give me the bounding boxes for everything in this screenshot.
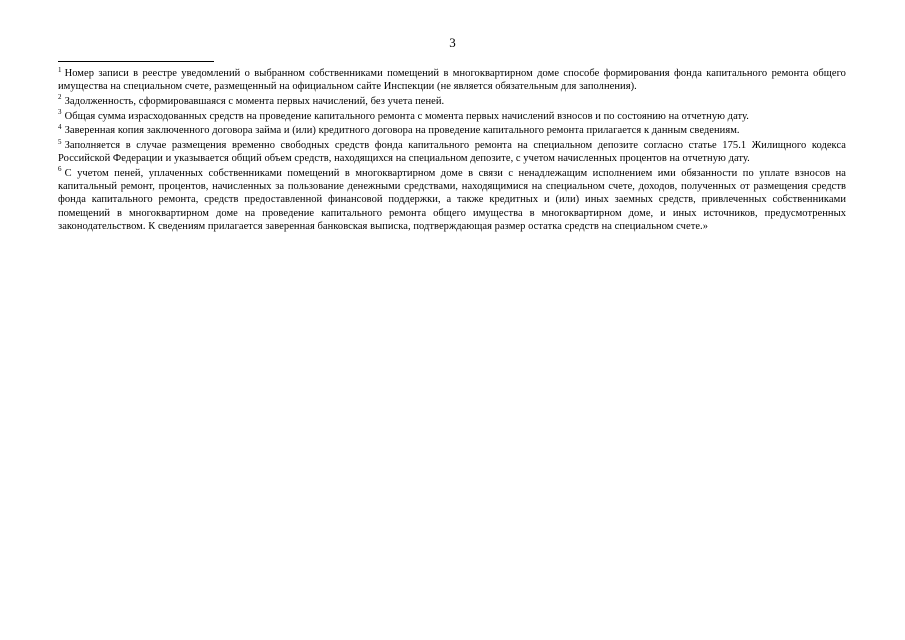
footnote-marker: 5: [58, 137, 62, 146]
footnote-marker: 3: [58, 108, 62, 117]
footnote-text: Заверенная копия заключенного договора займа и (или) кредитного договора на проведение капитального ремонта прилагается к данным сведениям.: [64, 125, 740, 137]
footnote-separator: [58, 61, 214, 62]
footnote-1: [58, 67, 846, 93]
footnote-5: [58, 139, 846, 165]
footnote-marker: 1: [58, 65, 62, 74]
footnote-2: [58, 95, 846, 108]
footnote-marker: 6: [58, 165, 62, 174]
footnote-text: Задолженность, сформировавшаяся с момента первых начислений, без учета пеней.: [64, 95, 445, 107]
footnote-marker: 2: [58, 93, 62, 102]
footnotes-section: [58, 67, 846, 234]
footnote-marker: 4: [58, 122, 62, 131]
footnote-3: [58, 110, 846, 123]
footnote-text: С учетом пеней, уплаченных собственниками помещений в многоквартирном доме в связи с ненадлежащим исполнением ими обязанности по уплате взносов на капитальный ремонт, процентов, начисленных за пользование денежными средствами, находящимися на специальном счете, доходов, полученных от размещения средств фонда капитального ремонта, средств предоставленной финансовой поддержки, а также кредитных и (или) иных заемных средств, привлеченных собственниками помещений в многоквартирном доме на проведение капитального ремонта общего имущества в многоквартирном доме, и иных источников, предусмотренных законодательством. К сведениям прилагается заверенная банковская выписка, подтверждающая размер остатка средств на специальном счете.»: [58, 167, 846, 232]
page-number: 3: [449, 35, 456, 50]
footnote-6: [58, 167, 846, 233]
footnote-4: [58, 124, 846, 137]
footnote-text: Заполняется в случае размещения временно свободных средств фонда капитального ремонта на специальном депозите согласно статье 175.1 Жилищного кодекса Российской Федерации и указывается общий объем средств, находящихся на специальном депозите, с учетом начисленных процентов на отчетную дату.: [58, 140, 846, 165]
footnote-text: Общая сумма израсходованных средств на проведение капитального ремонта с момента первых начислений взносов и по состоянию на отчетную дату.: [64, 110, 749, 122]
footnote-text: Номер записи в реестре уведомлений о выбранном собственниками помещений в многоквартирном доме способе формирования фонда капитального ремонта общего имущества на специальном счете, размещенный на официальном сайте Инспекции (не является обязательным для заполнения).: [58, 68, 846, 93]
